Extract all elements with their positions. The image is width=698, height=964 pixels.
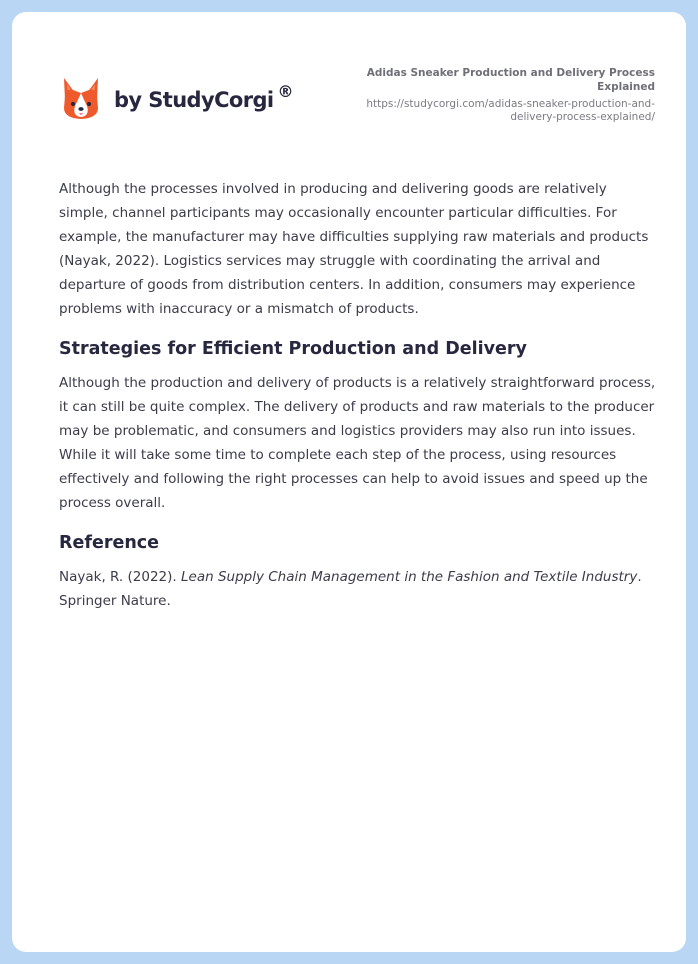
- section-heading: Strategies for Efficient Production and Delivery: [59, 339, 527, 359]
- document-body: [59, 177, 659, 613]
- reference-heading: Reference: [59, 533, 160, 553]
- reference-title-end: .: [637, 569, 642, 585]
- document-url[interactable]: https://studycorgi.com/adidas-sneaker-production-and-delivery-process-explained/: [366, 98, 655, 123]
- brand-name: by StudyCorgi: [114, 88, 274, 112]
- studycorgi-logo[interactable]: [60, 76, 294, 122]
- corgi-logo-icon: [60, 76, 102, 122]
- document-title: Adidas Sneaker Production and Delivery Process Explained: [366, 67, 655, 93]
- intro-paragraph: Although the processes involved in producing and delivering goods are relatively simple, channel participants may occasionally encounter particular difficulties. For example, the manufacturer may have difficulties supplying raw materials and products (Nayak, 2022). Logistics services may struggle with coordinating the arrival and departure of goods from distribution centers. In addition, consumers may experience problems with inaccuracy or a mismatch of products.: [59, 181, 649, 317]
- reference-authors: Nayak, R. (2022).: [59, 569, 177, 585]
- registered-mark: ®: [277, 81, 294, 101]
- reference-entry: [59, 565, 659, 613]
- document-meta: [335, 66, 655, 124]
- document-page: [12, 12, 686, 952]
- reference-publisher: Springer Nature.: [59, 593, 171, 609]
- section-paragraph: Although the production and delivery of products is a relatively straightforward process, it can still be quite complex. The delivery of products and raw materials to the producer may be problematic, and consumers and logistics providers may also run into issues. While it will take some time to complete each step of the process, using resources effectively and following the right processes can help to avoid issues and speed up the process overall.: [59, 375, 656, 511]
- reference-title: Lean Supply Chain Management in the Fashion and Textile Industry: [181, 569, 638, 585]
